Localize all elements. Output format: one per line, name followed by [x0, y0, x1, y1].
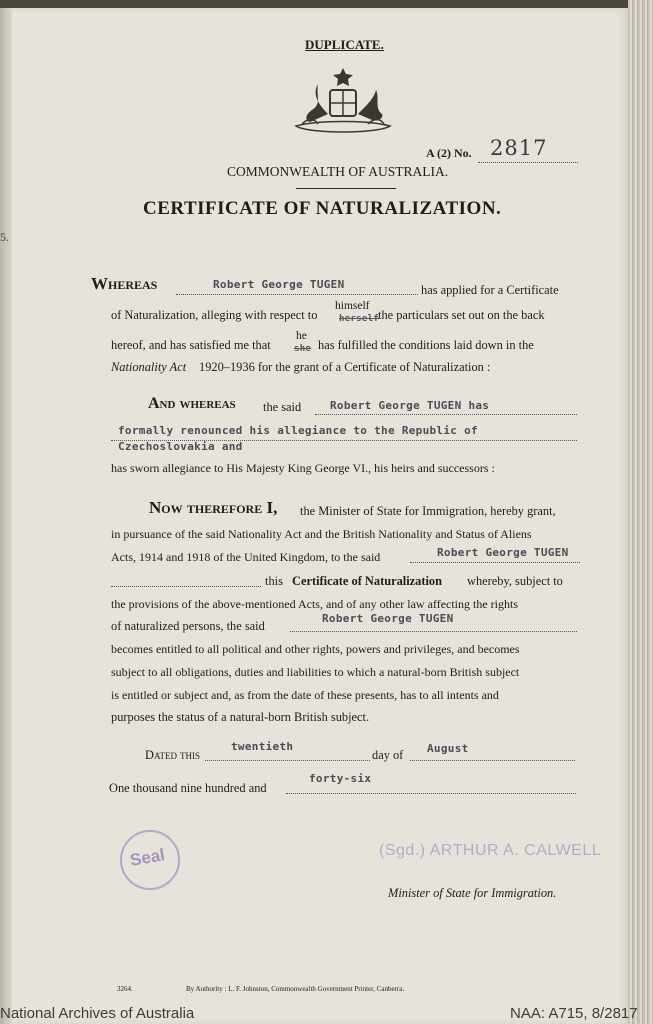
- p2-name-has: Robert George TUGEN has: [330, 399, 490, 412]
- dated-month: August: [427, 742, 469, 755]
- p2-line1-dots: [315, 414, 577, 415]
- p3-line10: purposes the status of a natural-born British subject.: [111, 710, 370, 724]
- certificate-page: [0, 8, 630, 1024]
- dated-day-dots: [205, 760, 370, 761]
- p3-line4b: whereby, subject to: [467, 574, 563, 588]
- commonwealth-heading: COMMONWEALTH OF AUSTRALIA.: [227, 164, 449, 179]
- whereas-name-line: [176, 294, 418, 295]
- cert-number: 2817: [490, 136, 548, 160]
- whereas-lead: Whereas: [91, 274, 158, 293]
- renunciation-text: formally renounced his allegiance to the Republic of: [118, 424, 478, 437]
- p3-line2: in pursuance of the said Nationality Act and the British Nationality and Status of Aliens: [111, 527, 532, 541]
- himself-option: himself: [335, 300, 370, 312]
- signature-stamp: (Sgd.) ARTHUR A. CALWELL: [379, 842, 602, 859]
- p3-line3: Acts, 1914 and 1918 of the United Kingdom, to the said: [111, 550, 381, 564]
- archive-reference: NAA: A715, 8/2817: [510, 1005, 638, 1022]
- p1-line2a: of Naturalization, alleging with respect to: [111, 308, 318, 322]
- seal-text: Seal: [128, 845, 167, 870]
- cert-number-label: A (2) No.: [426, 146, 472, 160]
- cert-number-line: [478, 162, 578, 163]
- now-therefore-lead: Now therefore I,: [149, 498, 278, 517]
- scan-top-edge: [0, 0, 653, 8]
- year-label: One thousand nine hundred and: [109, 781, 267, 795]
- p3-cert-bold: Certificate of Naturalization: [292, 574, 443, 588]
- form-number: 3264.: [117, 985, 133, 993]
- p3-name-dots: [410, 562, 580, 563]
- binding-edge: [0, 8, 12, 1024]
- dated-day-of: day of: [372, 748, 404, 762]
- archive-watermark: National Archives of Australia: [0, 1005, 195, 1022]
- p2-allegiance: has sworn allegiance to His Majesty King George VI., his heirs and successors :: [111, 461, 495, 475]
- coat-of-arms-icon: [288, 64, 398, 144]
- and-whereas-lead: And whereas: [148, 395, 236, 412]
- p3-line1-tail: the Minister of State for Immigration, hereby grant,: [300, 504, 556, 518]
- p1-line1-tail: has applied for a Certificate: [421, 283, 559, 297]
- p3-line6: of naturalized persons, the said: [111, 619, 265, 633]
- dated-month-dots: [410, 760, 575, 761]
- p3-grantee-name: Robert George TUGEN: [437, 546, 569, 559]
- page-stack-edge: [628, 0, 653, 1024]
- duplicate-heading: DUPLICATE.: [305, 37, 384, 52]
- dated-label: Dated this: [145, 748, 201, 762]
- minister-title: Minister of State for Immigration.: [388, 886, 557, 900]
- p3-line4a: this: [265, 574, 283, 588]
- certificate-title: CERTIFICATE OF NATURALIZATION.: [143, 198, 502, 219]
- p1-line3b: has fulfilled the conditions laid down in the: [318, 338, 534, 352]
- renunciation-country: Czechoslovakia and: [118, 440, 243, 453]
- p1-line2b: the particulars set out on the back: [378, 308, 545, 322]
- p1-line3a: hereof, and has satisfied me that: [111, 338, 271, 352]
- seal-stamp: [120, 830, 180, 890]
- p2-said: the said: [263, 400, 302, 414]
- nationality-act-name: Nationality Act: [111, 360, 187, 374]
- p3-line8: subject to all obligations, duties and liabilities to which a natural-born British subject: [111, 665, 520, 679]
- applicant-name: Robert George TUGEN: [213, 278, 345, 291]
- p3-name2-dots: [290, 631, 577, 632]
- he-option: he: [296, 330, 307, 342]
- p3-line5: the provisions of the above-mentioned Acts, and of any other law affecting the rights: [111, 597, 519, 611]
- p3-line9: is entitled or subject and, as from the date of these presents, has to all intents and: [111, 688, 499, 702]
- margin-mark: 5.: [0, 230, 9, 244]
- dated-day: twentieth: [231, 740, 294, 753]
- p3-grantee-name-2: Robert George TUGEN: [322, 612, 454, 625]
- year-dots: [286, 793, 576, 794]
- heading-rule: [296, 188, 396, 189]
- printer-authority: By Authority : L. F. Johnston, Commonwealth Government Printer, Canberra.: [186, 985, 405, 993]
- p3-line7: becomes entitled to all political and other rights, powers and privileges, and becomes: [111, 642, 520, 656]
- herself-struck: herself: [339, 314, 380, 324]
- p1-line4-tail: 1920–1936 for the grant of a Certificate of Naturalization :: [199, 360, 491, 374]
- she-struck: she: [294, 344, 312, 354]
- year-value: forty-six: [309, 772, 372, 785]
- p3-blank-dots: [111, 586, 261, 587]
